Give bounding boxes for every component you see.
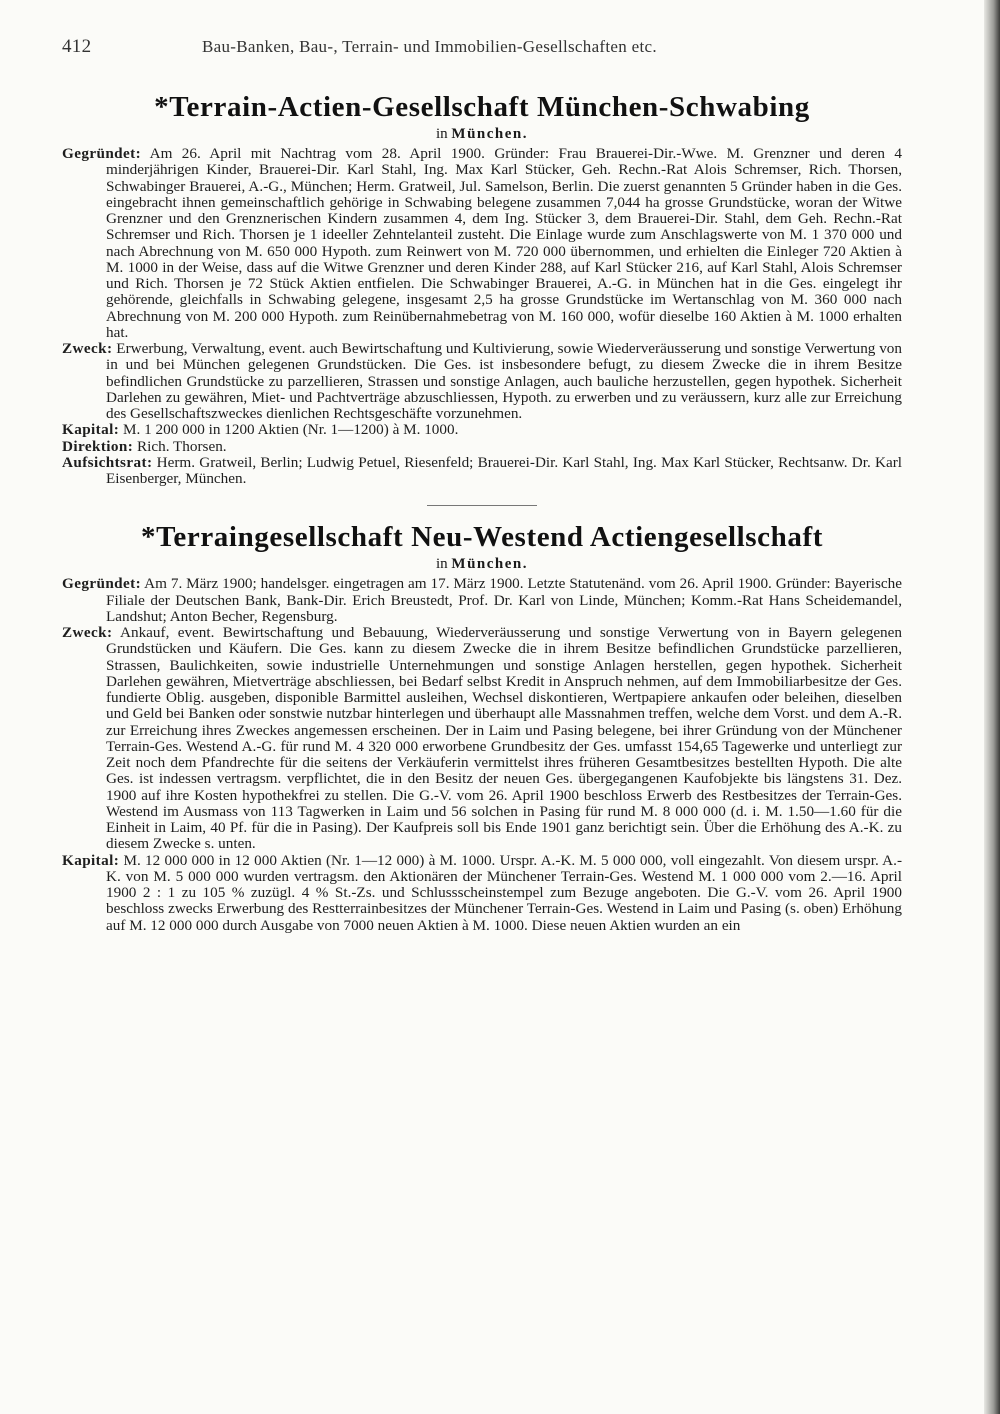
section-label: Gegründet: [62,575,142,593]
section-aufsichtsrat [62,455,902,488]
section-label: Direktion: [62,437,134,455]
section-zweck [62,625,902,853]
document-page [62,36,902,934]
section-gegruendet [62,146,902,341]
section-label: Zweck: [62,624,113,641]
page-number: 412 [62,36,92,57]
section-zweck [62,341,902,422]
section-text: Rich. Thorsen. [137,437,227,455]
company-title: *Terrain-Actien-Gesellschaft München-Schwabing [154,91,810,123]
location-city: München. [451,556,528,573]
section-text: M. 12 000 000 in 12 000 Aktien (Nr. 1—12 000) à M. 1000. Urspr. A.-K. M. 5 000 000, voll eingezahlt. Von diesem urspr. A.-K. von M. 5 000 000 wurden vertragsm. den Aktionären der Münchener Terrain-Ges. Westend M. 1 000 000 vom 2.—16. April 1900 2 : 1 zu 105 % zuzügl. 4 % St.-Zs. und Schlussscheinstempel zum Bezuge angeboten. Die G.-V. vom 26. April 1900 beschloss zwecks Erwerbung des Restterrainbesitzes der Münchener Terrain-Ges. Westend in Laim und Pasing (s. oben) Erhöhung auf M. 12 000 000 durch Ausgabe von 7000 neuen Aktien à M. 1000. Diese neuen Aktien wurden an ein [106,851,903,934]
company-location [62,554,902,574]
location-prefix: in [435,126,448,142]
book-spine-shadow [984,0,1000,1414]
company-entry [62,520,902,934]
entry-separator [427,505,537,506]
running-header [62,36,902,72]
section-kapital [62,853,902,934]
section-direktion [62,439,902,455]
section-kapital [62,422,902,438]
location-prefix: in [435,556,448,573]
section-label: Kapital: [62,421,120,439]
company-entry [62,90,902,487]
section-label: Aufsichtsrat: [62,453,153,471]
section-label: Gegründet: [62,145,142,162]
section-text: Am 26. April mit Nachtrag vom 28. April 1900. Gründer: Frau Brauerei-Dir.-Wwe. M. Grenzner und deren 4 minderjährigen Kinder, Brauerei-Dir. Karl Stahl, Ing. Max Karl Stücker, Geh. Rechn.-Rat Alois Schremser, Rich. Thorsen, Schwabinger Brauerei, A.-G., München; Herm. Gratweil, Jul. Samelson, Berlin. Die zuerst genannten 5 Gründer haben in die Ges. eingebracht ihnen gemeinschaftlich gehörige in Schwabing belegene zusammen 7,044 ha grosse Grundstücke, woran der Witwe Grenzner und den Grenznerischen Kindern zusammen 4, dem Ing. Stücker 3, dem Brauerei-Dir. Stahl, dem Geh. Rechn.-Rat Schremser und Rich. Thorsen je 1 ideeller Zehntelanteil zusteht. Die Einlage wurde zum Anschlagswerte von M. 1 370 000 und nach Abrechnung von M. 650 000 Hypoth. zum Reinwert von M. 720 000 übernommen, und erhielten die Einleger 720 Aktien à M. 1000 in der Weise, dass auf die Witwe Grenzner und deren Kinder 288, auf Karl Stücker 216, auf Karl Stahl, Alois Schremser und Rich. Thorsen je 72 Stück Aktien entfielen. Die Schwabinger Brauerei, A.-G. in München hat in die Ges. eingelegt ihr gehörende, gleichfalls in Schwabing gelegene, insgesamt 2,5 ha grosse Grundstücke im Wertanschlag von M. 360 000 nach Abrechnung von M. 200 000 Hypoth. zum Reinübernahmebetrag von M. 160 000, wofür dieselbe 160 Aktien à M. 1000 erhalten hat. [106,145,902,341]
section-text: Erwerbung, Verwaltung, event. auch Bewirtschaftung und Kultivierung, sowie Wiederveräusserung und sonstige Verwertung von in und bei München gelegenen Grundstücken. Die Ges. ist insbesondere befugt, zu diesem Zwecke die in ihrem Besitze befindlichen Grundstücke zu parzellieren, Strassen und sonstige Anlagen, auch bauliche herzustellen, gegen hypothek. Sicherheit Darlehen zu gewähren, Miet- und Pachtverträge abzuschliessen, Hypoth. zu erwerben und zu veräussern, kurz alle zur Erreichung des Gesellschaftszweckes dienlichen Rechtsgeschäfte vorzunehmen. [106,340,902,422]
section-label: Zweck: [62,340,113,357]
company-title: *Terraingesellschaft Neu-Westend Actiengesellschaft [141,521,823,554]
section-label: Kapital: [62,851,120,869]
section-text: M. 1 200 000 in 1200 Aktien (Nr. 1—1200) à M. 1000. [123,421,459,439]
section-text: Herm. Gratweil, Berlin; Ludwig Petuel, Riesenfeld; Brauerei-Dir. Karl Stahl, Ing. Max Karl Stücker, Rechtsanw. Dr. Karl Eisenberger, München. [106,453,902,487]
location-city: München. [451,126,528,142]
running-title: Bau-Banken, Bau-, Terrain- und Immobilien-Gesellschaften etc. [202,37,657,56]
section-text: Ankauf, event. Bewirtschaftung und Bebauung, Wiederveräusserung und sonstige Verwertung von in Bayern gelegenen Grundstücken und Käufern. Die Ges. kann zu diesem Zwecke die in ihrem Besitze befindlichen Grundstücke parzellieren, Strassen, Baulichkeiten, sowie industrielle Unternehmungen und sonstige Anlagen herstellen, gegen hypothek. Sicherheit Darlehen gewähren, Mietverträge abschliessen, bei Bedarf selbst Kredit in Anspruch nehmen, auf dem Immobiliarbesitze der Ges. fundierte Oblig. ausgeben, disponible Barmittel ausleihen, Wechsel diskontieren, Wertpapiere ankaufen oder beleihen, dieselben und Geld bei Banken oder sonstwie nutzbar hinterlegen und überhaupt alle Massnahmen treffen, welche dem Vorst. und dem A.-R. zur Erreichung ihres Zweckes angemessen erscheinen. Der in Laim und Pasing belegene, bei ihrer Gründung von der Münchener Terrain-Ges. Westend A.-G. für rund M. 4 320 000 erworbene Grundbesitz der Ges. umfasst 154,65 Tagewerke und unterliegt zur Zeit noch dem Pfandrechte für die seitens der Verkäuferin vermittelst ihres früheren Gesamtbesitzes bestellten Hypoth. Die alte Ges. ist indessen vertragsm. verpflichtet, die in den Besitz der neuen Ges. übergegangenen Kaufobjekte bis längstens 31. Dez. 1900 auf ihre Kosten hypothekfrei zu stellen. Die G.-V. vom 26. April 1900 beschloss Erwerb des Restbesitzes der Terrain-Ges. Westend im Ausmass von 113 Tagwerken in Laim und 56 solchen in Pasing für rund M. 8 000 000 (d. i. M. 1.50—1.60 für die Einheit in Laim, 40 Pf. für die in Pasing). Der Kaufpreis soll bis Ende 1901 ganz berichtigt sein. Über die Erhöhung des A.-K. zu diesem Zwecke s. unten. [106,624,902,853]
section-text: Am 7. März 1900; handelsger. eingetragen am 17. März 1900. Letzte Statutenänd. vom 26. April 1900. Gründer: Bayerische Filiale der Deutschen Bank, Bank-Dir. Erich Breustedt, Prof. Dr. Karl von Linde, München; Komm.-Rat Hans Scheidemandel, Landshut; Anton Becher, Regensburg. [106,575,902,625]
company-location [62,124,902,144]
section-gegruendet [62,576,902,625]
